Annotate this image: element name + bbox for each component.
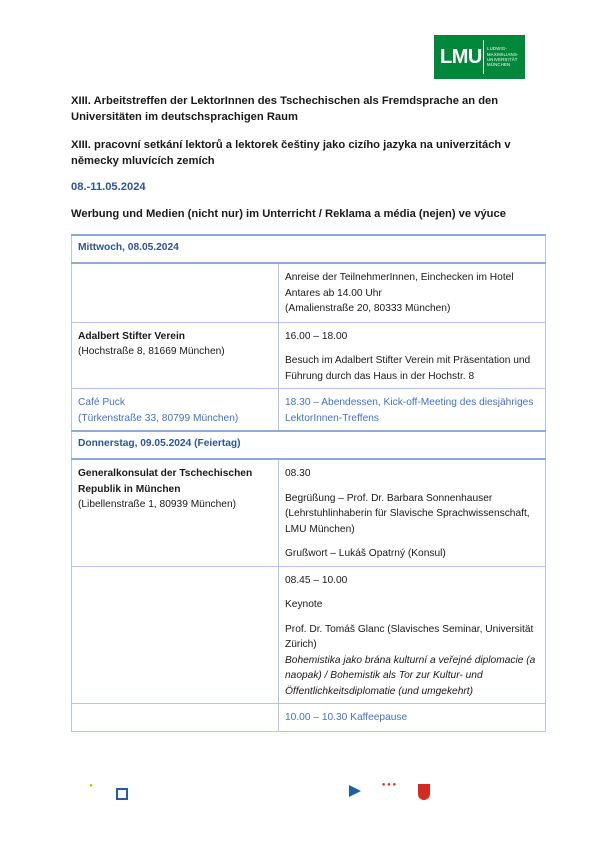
lmu-logo-subtitle: LUDWIG- MAXIMILIANS- UNIVERSITÄT MÜNCHEN xyxy=(487,46,519,68)
tschechisches-zentrum-logo xyxy=(116,788,131,800)
czech-flag-icon xyxy=(349,785,361,797)
table-row xyxy=(72,704,546,732)
arrival-cell xyxy=(279,263,546,322)
puck-desc: 18.30 – Abendessen, Kick-off-Meeting des diesjähriges LektorInnen-Treffens xyxy=(285,397,534,424)
sponsor-logo-1 xyxy=(313,784,343,806)
event-dates: 08.-11.05.2024 xyxy=(71,181,146,193)
day-header-row xyxy=(72,235,546,263)
czech-crest-icon xyxy=(418,784,430,800)
consulate-greeting: Grußwort – Lukáš Opatrný (Konsul) xyxy=(285,548,446,559)
table-row xyxy=(72,389,546,432)
consulate-time: 08.30 xyxy=(285,468,311,479)
sponsor-logo-2-mark: ● ● ● xyxy=(381,782,397,788)
stifter-place: Adalbert Stifter Verein xyxy=(78,330,185,342)
stifter-logo-mark: ● xyxy=(89,783,93,789)
arrival-text: Anreise der TeilnehmerInnen, Einchecken im Hotel Antares ab 14.00 Uhr xyxy=(285,272,514,299)
stifter-desc: Besuch im Adalbert Stifter Verein mit Präsentation und Führung durch das Haus in der Hochstr. 8 xyxy=(285,355,531,382)
puck-address: (Türkenstraße 33, 80799 München) xyxy=(78,412,239,424)
stifter-time: 16.00 – 18.00 xyxy=(285,330,348,342)
consulate-place: Generalkonsulat der Tschechischen Republik in München xyxy=(78,468,253,495)
arrival-address: (Amalienstraße 20, 80333 München) xyxy=(285,303,451,314)
puck-place: Café Puck xyxy=(78,397,125,408)
adalbert-stifter-logo xyxy=(74,783,108,809)
empty-cell xyxy=(72,263,279,322)
stifter-program-cell xyxy=(279,322,546,389)
consulate-place-cell xyxy=(72,459,279,566)
stifter-place-cell xyxy=(72,322,279,389)
day1-label: Mittwoch, 08.05.2024 xyxy=(72,235,546,263)
table-row xyxy=(72,566,546,704)
empty-cell xyxy=(72,566,279,704)
tz-logo-mark xyxy=(116,788,128,800)
title-czech: XIII. pracovní setkání lektorů a lektorek češtiny jako cizího jazyka na univerzitách v německy mluvících zemích xyxy=(71,139,511,167)
consulate-welcome: Begrüßung – Prof. Dr. Barbara Sonnenhauser (Lehrstuhlinhaberin für Slavische Sprachwissenschaft, LMU München) xyxy=(285,492,530,535)
keynote-label: Keynote xyxy=(285,599,323,610)
empty-cell xyxy=(72,704,279,732)
keynote-cell xyxy=(279,566,546,704)
sponsor-logo-2 xyxy=(373,783,405,807)
day-header-row xyxy=(72,431,546,459)
table-row xyxy=(72,322,546,389)
puck-program-cell xyxy=(279,389,546,432)
title-german: XIII. Arbeitstreffen der LektorInnen des Tschechischen als Fremdsprache an den Universitäten im deutschsprachigen Raum xyxy=(71,95,499,123)
coffee-break: 10.00 – 10.30 Kaffeepause xyxy=(285,712,408,723)
program-table xyxy=(71,234,546,732)
event-theme: Werbung und Medien (nicht nur) im Unterricht / Reklama a média (nejen) ve výuce xyxy=(71,208,506,220)
day2-label: Donnerstag, 09.05.2024 (Feiertag) xyxy=(72,431,546,459)
puck-place-cell xyxy=(72,389,279,432)
consulate-program-cell xyxy=(279,459,546,566)
lmu-logo-text: LMU xyxy=(440,45,482,68)
keynote-time: 08.45 – 10.00 xyxy=(285,574,348,586)
lmu-logo-divider xyxy=(483,40,484,74)
lmu-logo xyxy=(434,35,525,79)
stifter-address: (Hochstraße 8, 81669 München) xyxy=(78,346,225,357)
break-cell xyxy=(279,704,546,732)
keynote-speaker: Prof. Dr. Tomáš Glanc (Slavisches Seminar, Universität Zürich) xyxy=(285,623,534,650)
consulate-address: (Libellenstraße 1, 80939 München) xyxy=(78,499,237,510)
table-row xyxy=(72,459,546,566)
ministry-logo xyxy=(418,784,434,800)
keynote-talk: Bohemistika jako brána kulturní a veřejné diplomacie (a naopak) / Bohemistik als Tor zur Kultur- und Öffentlichkeitsdiplomatie (und umgekehrt) xyxy=(285,654,536,697)
table-row xyxy=(72,263,546,322)
